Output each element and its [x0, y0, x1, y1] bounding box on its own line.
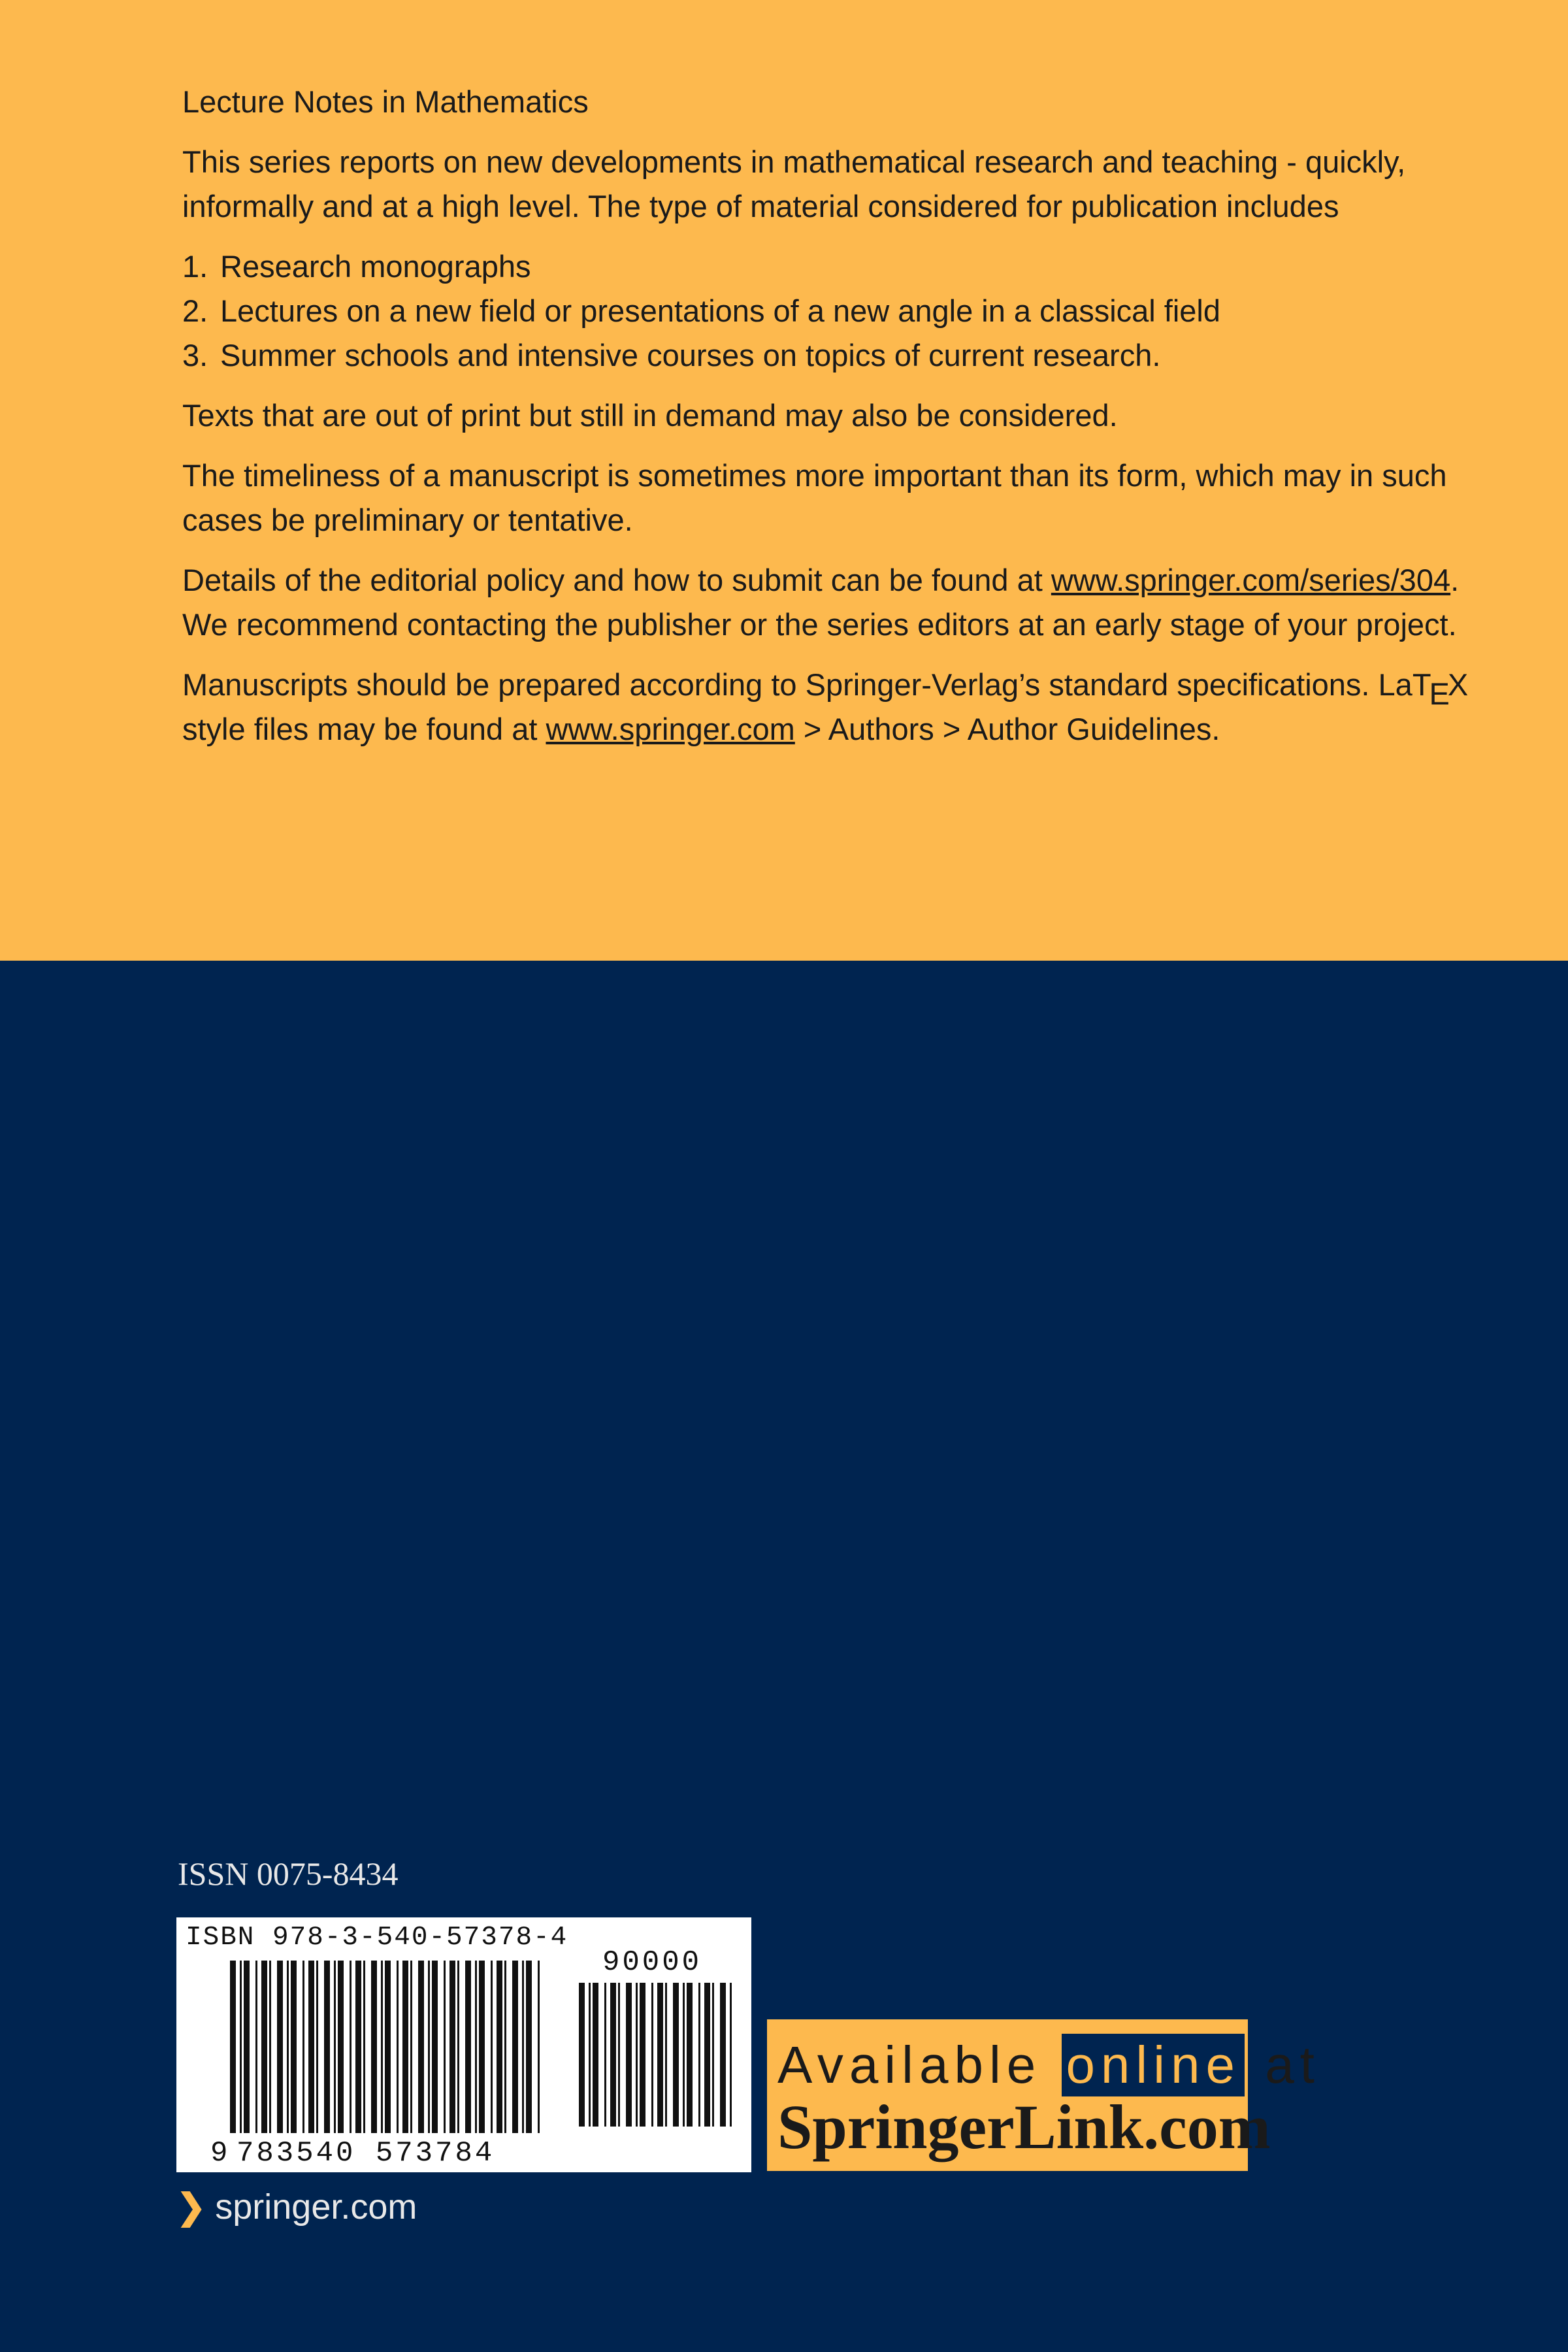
barcode-bar	[640, 1983, 645, 2127]
style-suffix: > Authors > Author Guidelines.	[794, 712, 1220, 746]
barcode-bar	[269, 1961, 271, 2133]
series-title: Lecture Notes in Mathematics	[182, 84, 589, 119]
isbn-barcode	[176, 1917, 751, 2172]
barcode-bar	[338, 1961, 344, 2133]
barcode-bar	[277, 1961, 283, 2133]
barcode-bar	[538, 1961, 540, 2133]
barcode-bar	[512, 1961, 518, 2133]
details-paragraph	[182, 558, 1489, 647]
material-list	[182, 244, 1489, 378]
barcode-bar	[479, 1961, 485, 2133]
addon-digits: 90000	[602, 1946, 702, 1979]
barcode-bar	[475, 1961, 477, 2133]
barcode-bar	[593, 1983, 598, 2127]
list-text: Research monographs	[220, 249, 531, 284]
barcode-bar	[410, 1961, 412, 2133]
barcode-bar	[720, 1983, 726, 2127]
barcode-bar	[316, 1961, 318, 2133]
intro-paragraph: This series reports on new developments in mathematical research and teaching - quickly, informally and at a high level. The type of material considered for publication includes	[182, 144, 1406, 224]
barcode-bar	[291, 1961, 297, 2133]
online-text: online	[1062, 2034, 1245, 2096]
barcode-bar	[457, 1961, 459, 2133]
details-prefix: Details of the editorial policy and how to submit can be found at	[182, 563, 1051, 597]
barcode-bar	[449, 1961, 455, 2133]
barcode-bar	[302, 1961, 304, 2133]
barcode-bar	[324, 1961, 330, 2133]
available-text: Available	[777, 2036, 1042, 2094]
isbn-text: ISBN 978-3-540-57378-4	[186, 1923, 568, 1953]
barcode-bar	[687, 1983, 693, 2127]
list-item	[182, 333, 1489, 378]
barcode-bar	[626, 1983, 632, 2127]
barcode-bars	[176, 1917, 751, 2172]
list-text: Summer schools and intensive courses on topics of current research.	[220, 338, 1161, 373]
manuscripts-prefix: Manuscripts should be prepared according to Springer-Verlag’s standard specifications. La	[182, 667, 1413, 702]
barcode-bar	[491, 1961, 493, 2133]
barcode-bar	[651, 1983, 653, 2127]
barcode-bar	[610, 1983, 616, 2127]
barcode-bar	[526, 1961, 532, 2133]
barcode-bar	[618, 1983, 620, 2127]
back-cover-text	[182, 80, 1489, 767]
barcode-bar	[363, 1961, 365, 2133]
at-text: at	[1265, 2036, 1320, 2094]
list-text: Lectures on a new field or presentations of a new angle in a classical field	[220, 293, 1221, 328]
barcode-digits: 783540 573784	[237, 2137, 495, 2170]
barcode-bar	[240, 1961, 242, 2133]
barcode-bar	[522, 1961, 524, 2133]
latex-x: X	[1447, 667, 1469, 702]
barcode-bar	[261, 1961, 267, 2133]
barcode-bar	[230, 1961, 236, 2133]
barcode-bar	[712, 1983, 714, 2127]
barcode-bar	[308, 1961, 314, 2133]
barcode-bar	[683, 1983, 685, 2127]
springerlink-line1	[777, 2034, 1320, 2096]
barcode-bar	[350, 1961, 351, 2133]
manuscripts-paragraph	[182, 663, 1489, 752]
barcode-bar	[432, 1961, 438, 2133]
barcode-bar	[636, 1983, 638, 2127]
out-of-print-paragraph: Texts that are out of print but still in demand may also be considered.	[182, 398, 1118, 433]
barcode-bar	[665, 1983, 667, 2127]
barcode-bar	[604, 1983, 606, 2127]
barcode-bar	[579, 1983, 585, 2127]
chevron-right-icon: ❯	[176, 2187, 206, 2227]
issn-label: ISSN 0075-8434	[178, 1855, 399, 1892]
barcode-bar	[334, 1961, 336, 2133]
barcode-bar	[381, 1961, 383, 2133]
barcode-bar	[397, 1961, 399, 2133]
barcode-bar	[698, 1983, 700, 2127]
barcode-bar	[730, 1983, 732, 2127]
springerlink-badge[interactable]	[767, 2019, 1320, 2171]
barcode-bar	[465, 1961, 471, 2133]
list-item	[182, 289, 1489, 333]
list-number: 3.	[182, 338, 208, 373]
barcode-bar	[444, 1961, 446, 2133]
latex-e: E	[1429, 676, 1450, 711]
barcode-bar	[287, 1961, 289, 2133]
barcode-bar	[402, 1961, 408, 2133]
list-number: 2.	[182, 293, 208, 328]
barcode-bar	[497, 1961, 502, 2133]
latex-t: T	[1412, 667, 1431, 702]
details-suffix: . We recommend contacting the publisher or the series editors at an early stage of your project.	[182, 563, 1460, 642]
series-link[interactable]: www.springer.com/series/304	[1051, 563, 1451, 597]
timeliness-paragraph: The timeliness of a manuscript is sometimes more important than its form, which may in such cases be preliminary or tentative.	[182, 458, 1447, 537]
barcode-prefix: 9	[210, 2137, 228, 2170]
barcode-bar	[673, 1983, 679, 2127]
list-item	[182, 244, 1489, 289]
springerlink-brand: SpringerLink.com	[777, 2092, 1271, 2162]
barcode-bar	[418, 1961, 424, 2133]
barcode-bar	[589, 1983, 591, 2127]
springer-url[interactable]	[176, 2186, 417, 2227]
springer-url-text: springer.com	[215, 2187, 417, 2227]
barcode-bar	[255, 1961, 257, 2133]
barcode-bar	[428, 1961, 430, 2133]
barcode-bar	[244, 1961, 250, 2133]
list-number: 1.	[182, 249, 208, 284]
style-prefix: style files may be found at	[182, 712, 546, 746]
springer-link[interactable]: www.springer.com	[546, 712, 795, 746]
barcode-bar	[371, 1961, 377, 2133]
barcode-bar	[704, 1983, 710, 2127]
barcode-bar	[385, 1961, 391, 2133]
barcode-bar	[657, 1983, 663, 2127]
barcode-bar	[355, 1961, 361, 2133]
barcode-bar	[504, 1961, 506, 2133]
